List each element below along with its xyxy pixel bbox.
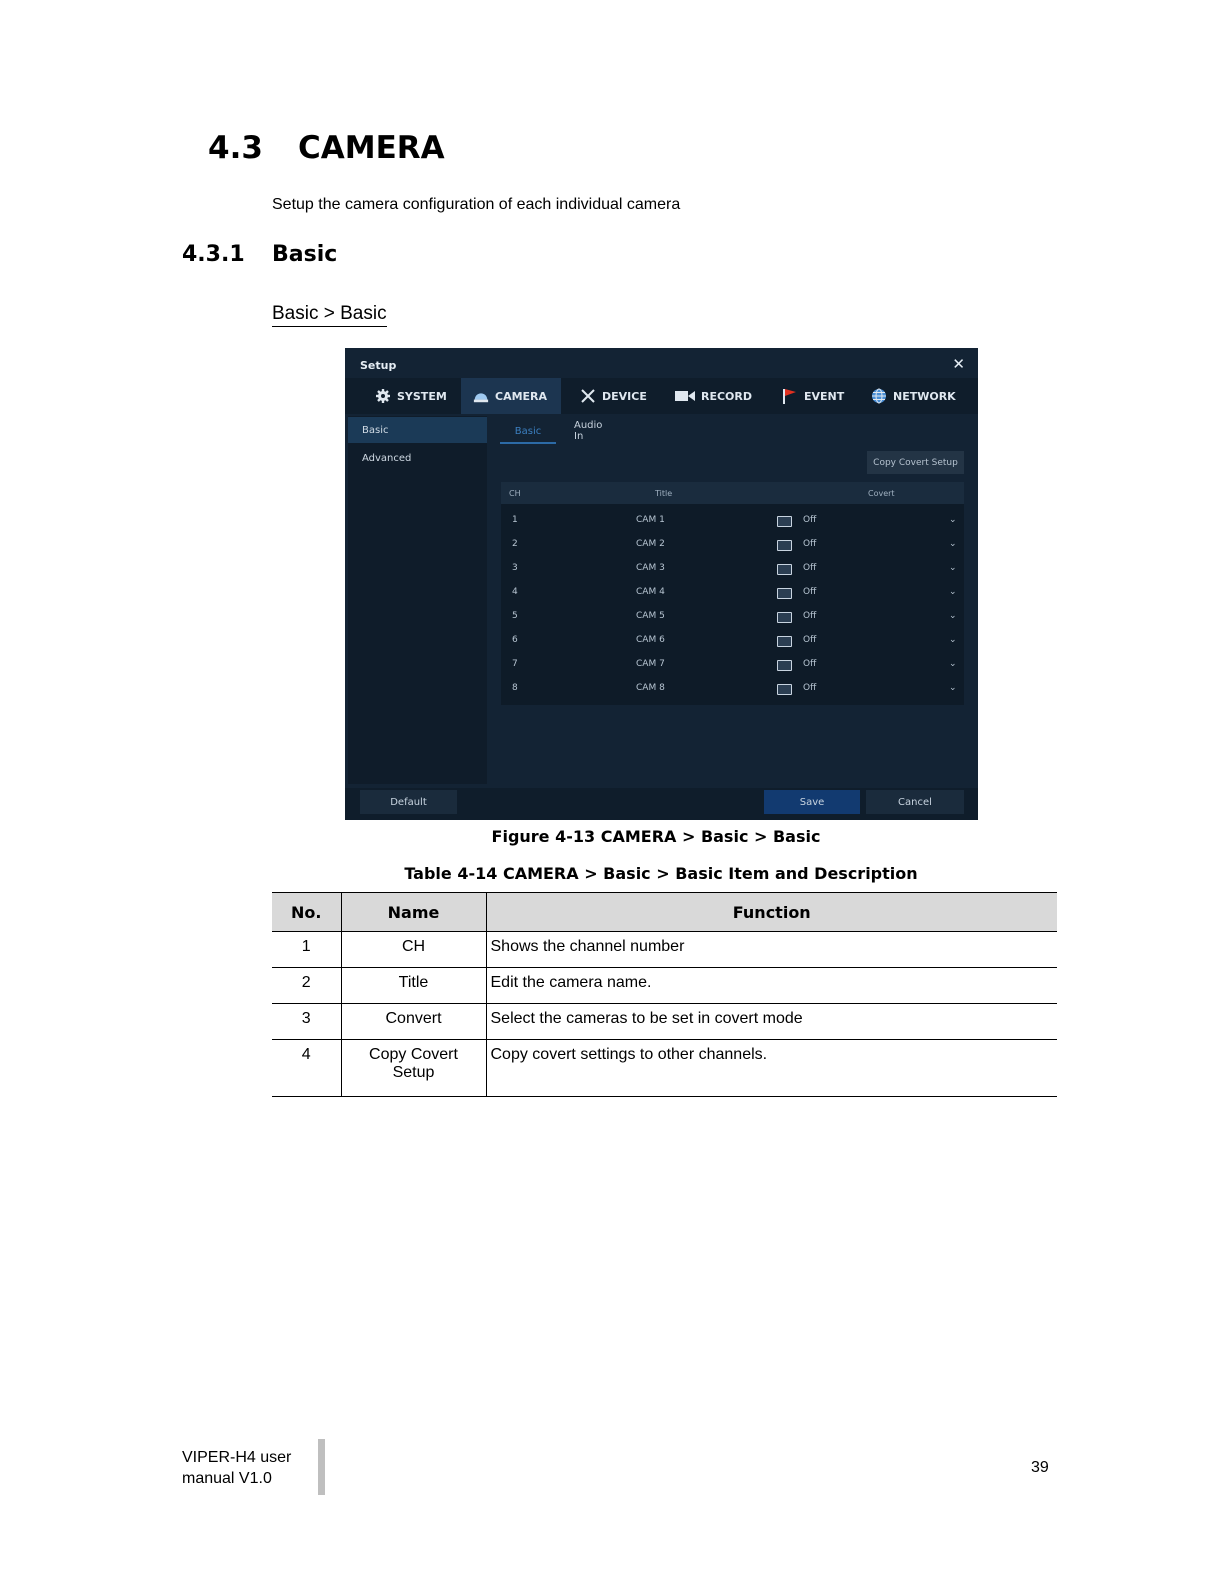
table-header-row — [272, 893, 1057, 932]
row-ch: 6 — [512, 635, 518, 645]
tab-system[interactable] — [375, 378, 447, 414]
tab-device-label: DEVICE — [602, 389, 647, 403]
col-ch: CH — [509, 489, 521, 498]
cell-function: Edit the camera name. — [486, 968, 1057, 1004]
row-ch: 1 — [512, 515, 518, 525]
row-title[interactable]: CAM 4 — [636, 587, 665, 597]
globe-icon — [871, 388, 887, 404]
tab-event-label: EVENT — [804, 389, 845, 403]
row-ch: 5 — [512, 611, 518, 621]
chevron-down-icon[interactable]: ⌄ — [949, 515, 957, 525]
table-row[interactable] — [501, 677, 964, 701]
table-row — [272, 1004, 1057, 1040]
chevron-down-icon[interactable]: ⌄ — [949, 683, 957, 693]
row-title[interactable]: CAM 7 — [636, 659, 665, 669]
col-title: Title — [655, 489, 673, 498]
cell-name: CH — [341, 932, 486, 968]
page-number: 39 — [1031, 1459, 1049, 1476]
save-button[interactable]: Save — [764, 790, 860, 814]
chevron-down-icon[interactable]: ⌄ — [949, 611, 957, 621]
table-row[interactable] — [501, 557, 964, 581]
subtab-audio-in[interactable]: Audio In — [574, 420, 603, 442]
section-title: CAMERA — [298, 130, 445, 166]
cell-name: Convert — [341, 1004, 486, 1040]
table-row[interactable] — [501, 581, 964, 605]
row-covert[interactable]: Off — [803, 635, 817, 645]
description-table — [272, 892, 1057, 1097]
record-icon — [675, 388, 695, 404]
subsection-number: 4.3.1 — [182, 242, 245, 267]
row-ch: 7 — [512, 659, 518, 669]
keyboard-icon[interactable] — [777, 564, 792, 575]
keyboard-icon[interactable] — [777, 612, 792, 623]
row-title[interactable]: CAM 3 — [636, 563, 665, 573]
keyboard-icon[interactable] — [777, 684, 792, 695]
sidebar — [348, 416, 487, 784]
close-icon[interactable]: ✕ — [952, 355, 965, 373]
section-heading — [208, 130, 445, 166]
top-nav — [345, 378, 978, 414]
camera-icon — [473, 388, 489, 404]
table-row[interactable] — [501, 533, 964, 557]
tab-camera-label: CAMERA — [495, 389, 548, 403]
row-title[interactable]: CAM 6 — [636, 635, 665, 645]
row-title[interactable]: CAM 5 — [636, 611, 665, 621]
tab-record[interactable] — [675, 378, 752, 414]
tab-network-label: NETWORK — [893, 389, 956, 403]
table-row[interactable] — [501, 629, 964, 653]
row-covert[interactable]: Off — [803, 611, 817, 621]
default-button[interactable]: Default — [360, 790, 457, 814]
tab-network[interactable] — [871, 378, 956, 414]
footer-divider — [318, 1439, 325, 1495]
sidebar-item-basic[interactable]: Basic — [348, 417, 487, 443]
row-title[interactable]: CAM 1 — [636, 515, 665, 525]
keyboard-icon[interactable] — [777, 636, 792, 647]
setup-dialog-screenshot — [345, 348, 978, 820]
row-ch: 2 — [512, 539, 518, 549]
cell-function: Select the cameras to be set in covert mode — [486, 1004, 1057, 1040]
document-footer — [182, 1447, 291, 1489]
chevron-down-icon[interactable]: ⌄ — [949, 539, 957, 549]
row-covert[interactable]: Off — [803, 563, 817, 573]
tab-camera[interactable] — [461, 378, 561, 414]
header-function: Function — [486, 893, 1057, 932]
chevron-down-icon[interactable]: ⌄ — [949, 587, 957, 597]
row-title[interactable]: CAM 2 — [636, 539, 665, 549]
table-row[interactable] — [501, 605, 964, 629]
footer-doc-line2: manual V1.0 — [182, 1470, 272, 1487]
table-row — [272, 932, 1057, 968]
dialog-title: Setup — [360, 359, 397, 372]
subtab-basic[interactable]: Basic — [500, 420, 556, 444]
row-covert[interactable]: Off — [803, 587, 817, 597]
table-caption: Table 4-14 CAMERA > Basic > Basic Item and Description — [404, 864, 918, 883]
cell-name: Title — [341, 968, 486, 1004]
row-ch: 3 — [512, 563, 518, 573]
table-row — [272, 1040, 1057, 1097]
sidebar-item-advanced[interactable]: Advanced — [362, 452, 412, 464]
table-row — [272, 968, 1057, 1004]
cell-no: 4 — [272, 1040, 341, 1097]
row-ch: 8 — [512, 683, 518, 693]
intro-text: Setup the camera configuration of each individual camera — [272, 196, 681, 213]
cell-name: Copy Covert Setup — [341, 1040, 486, 1097]
tab-device[interactable] — [580, 378, 647, 414]
header-name: Name — [341, 893, 486, 932]
section-number: 4.3 — [208, 130, 263, 166]
subsection-heading — [182, 242, 337, 267]
cancel-button[interactable]: Cancel — [866, 790, 964, 814]
chevron-down-icon[interactable]: ⌄ — [949, 635, 957, 645]
cell-no: 2 — [272, 968, 341, 1004]
chevron-down-icon[interactable]: ⌄ — [949, 659, 957, 669]
row-covert[interactable]: Off — [803, 539, 817, 549]
keyboard-icon[interactable] — [777, 660, 792, 671]
footer-doc-line1: VIPER-H4 user — [182, 1449, 292, 1466]
tools-icon — [580, 388, 596, 404]
cell-no: 3 — [272, 1004, 341, 1040]
row-title[interactable]: CAM 8 — [636, 683, 665, 693]
gear-icon — [375, 388, 391, 404]
row-covert[interactable]: Off — [803, 683, 817, 693]
dialog-footer — [345, 788, 978, 820]
camera-table — [501, 482, 964, 705]
cell-function: Copy covert settings to other channels. — [486, 1040, 1057, 1097]
copy-covert-setup-button[interactable]: Copy Covert Setup — [867, 451, 964, 474]
breadcrumb: Basic > Basic — [272, 303, 387, 327]
keyboard-icon[interactable] — [777, 516, 792, 527]
keyboard-icon[interactable] — [777, 588, 792, 599]
subsection-title: Basic — [272, 242, 338, 267]
col-covert: Covert — [868, 489, 895, 498]
table-row[interactable] — [501, 653, 964, 677]
cell-function: Shows the channel number — [486, 932, 1057, 968]
tab-record-label: RECORD — [701, 389, 753, 403]
header-no: No. — [272, 893, 341, 932]
tab-event[interactable] — [782, 378, 844, 414]
cell-no: 1 — [272, 932, 341, 968]
keyboard-icon[interactable] — [777, 540, 792, 551]
row-covert[interactable]: Off — [803, 659, 817, 669]
flag-icon — [782, 388, 798, 404]
row-covert[interactable]: Off — [803, 515, 817, 525]
table-row[interactable] — [501, 509, 964, 533]
row-ch: 4 — [512, 587, 518, 597]
camera-table-header — [501, 482, 964, 504]
tab-system-label: SYSTEM — [397, 389, 447, 403]
chevron-down-icon[interactable]: ⌄ — [949, 563, 957, 573]
figure-caption: Figure 4-13 CAMERA > Basic > Basic — [491, 827, 821, 846]
